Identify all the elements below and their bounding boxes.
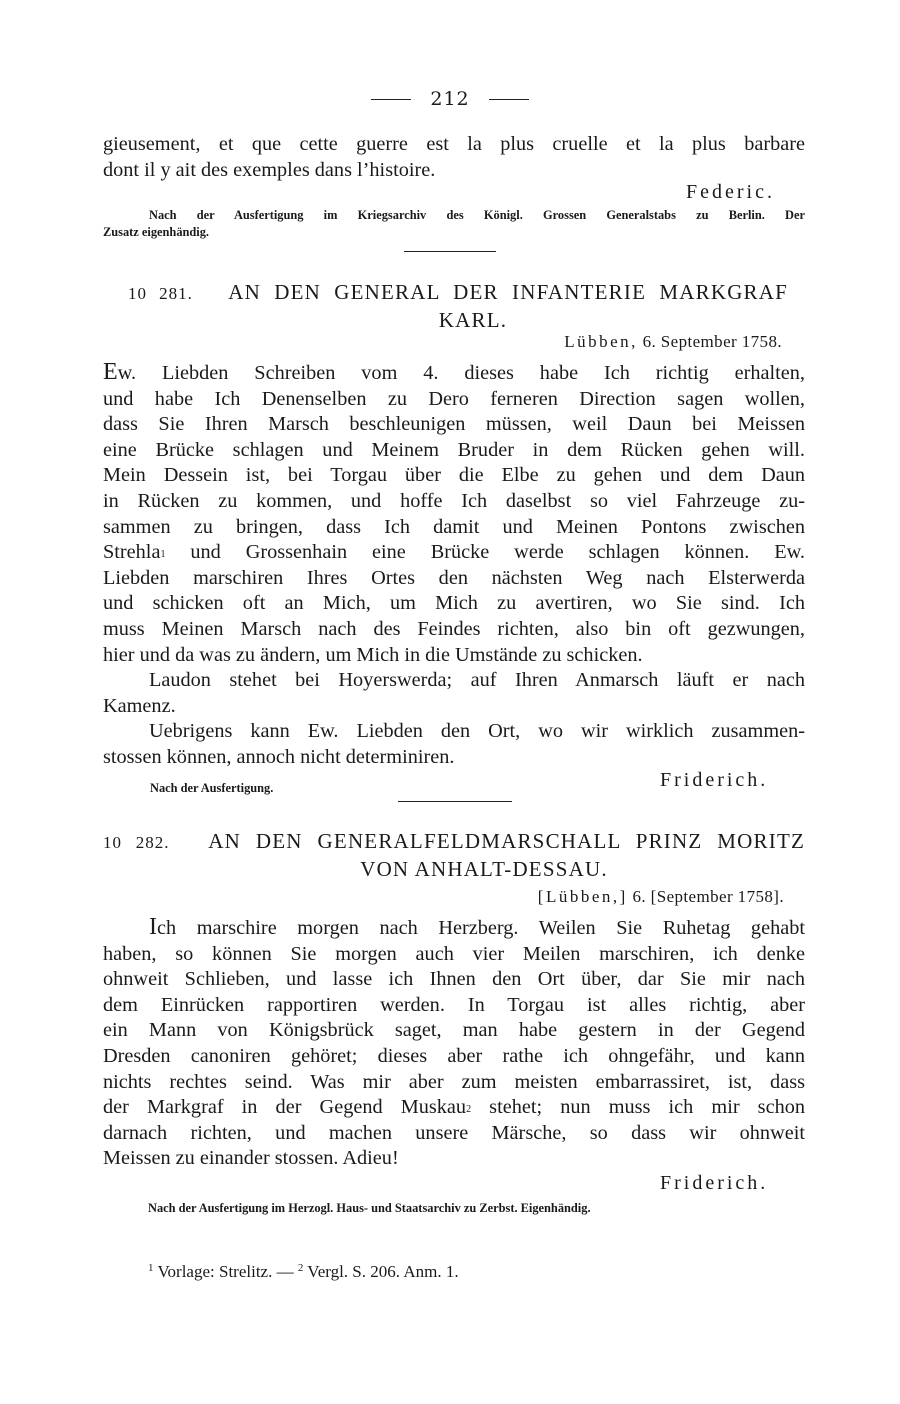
footnote-marker: 2 xyxy=(297,1262,304,1274)
heading-line: AN DEN GENERALFELDMARSCHALL PRINZ MORITZ xyxy=(208,829,806,853)
text-line: Kamenz. xyxy=(103,694,176,717)
letter-number: 10 281. xyxy=(128,284,193,303)
letter-body xyxy=(103,915,805,1172)
place: [Lübben,] xyxy=(537,887,628,906)
text-line: hier und da was zu ändern, um Mich in die Umstände zu schicken. xyxy=(103,643,643,666)
text-line: der Markgraf in der Gegend Muskau$^2$ stehet; nun muss ich mir schon xyxy=(103,1096,806,1119)
footnote-text: Vorlage: Strelitz. — xyxy=(157,1262,294,1281)
text-line: Mein Dessein ist, bei Torgau über die Elbe zu gehen und dem Daun xyxy=(103,464,805,487)
separator-rule xyxy=(398,801,512,802)
date: 6. September 1758. xyxy=(642,332,782,351)
text-line: dass Sie Ihren Marsch beschleunigen müssen, weil Daun bei Meissen xyxy=(103,413,805,436)
text-line: Dresden canoniren gehöret; dieses aber rathe ich ohngefähr, und kann xyxy=(103,1044,805,1067)
initial-letter: I xyxy=(149,914,157,940)
footnote-marker: 1 xyxy=(148,1262,154,1274)
text-line: ein Mann von Königsbrück saget, man habe gestern in der Gegend xyxy=(103,1019,805,1042)
text-line: in Rücken zu kommen, und hoffe Ich daselbst so viel Fahrzeuge zu- xyxy=(103,489,805,512)
signature: Federic. xyxy=(686,181,775,203)
text-line: haben, so können Sie morgen auch vier Meilen marschiren, ich denke xyxy=(103,942,805,965)
source-note: Nach der Ausfertigung. xyxy=(150,781,274,795)
footnote-text: Vergl. S. 206. Anm. 1. xyxy=(307,1262,459,1281)
signature: Friderich. xyxy=(660,1172,769,1194)
text-line: sammen zu bringen, dass Ich damit und Meinen Pontons zwischen xyxy=(103,515,805,538)
text-line: Ich marschire morgen nach Herzberg. Weilen Sie Ruhetag gehabt xyxy=(149,914,805,940)
text-line: dem Einrücken rapportiren werden. In Torgau ist alles richtig, aber xyxy=(103,993,805,1016)
date: 6. [September 1758]. xyxy=(632,887,784,906)
header-rule-left xyxy=(371,99,411,100)
footnote-marker: 2 xyxy=(466,1104,472,1116)
separator-rule xyxy=(404,251,496,252)
text-line: Laudon stehet bei Hoyerswerda; auf Ihren Anmarsch läuft er nach xyxy=(149,669,805,692)
text-line: und habe Ich Denenselben zu Dero ferneren Direction sagen wollen, xyxy=(103,387,805,410)
text-line: Strehla$^1$ und Grossenhain eine Brücke werde schlagen können. Ew. xyxy=(103,541,805,564)
letter-number: 10 282. xyxy=(103,833,170,852)
text-line: stossen können, annoch nicht determiniren. xyxy=(103,745,455,768)
text-line: Uebrigens kann Ew. Liebden den Ort, wo wir wirklich zusammen- xyxy=(149,720,805,743)
note-line: Zusatz eigenhändig. xyxy=(103,225,210,239)
note-line: Nach der Ausfertigung im Kriegsarchiv des Königl. Grossen Generalstabs zu Berlin. Der xyxy=(149,208,805,222)
text-line: muss Meinen Marsch nach des Feindes richten, also bin oft gezwungen, xyxy=(103,617,805,640)
signature: Friderich. xyxy=(660,769,769,791)
letter-body xyxy=(103,360,805,771)
dateline xyxy=(564,332,782,352)
dateline xyxy=(538,887,784,907)
initial-letter: E xyxy=(103,359,118,385)
text-line: und schicken oft an Mich, um Mich zu avertiren, wo Sie sind. Ich xyxy=(103,592,805,615)
page-header xyxy=(0,88,900,112)
footnote-marker: 1 xyxy=(160,549,166,561)
source-note xyxy=(103,207,805,241)
place: Lübben, xyxy=(564,332,638,351)
letter-heading xyxy=(128,279,788,334)
text-line: gieusement, et que cette guerre est la plus cruelle et la plus barbare xyxy=(103,133,805,155)
text-line: Meissen zu einander stossen. Adieu! xyxy=(103,1147,399,1170)
text-line: darnach richten, und machen unsere Märsche, so dass wir ohnweit xyxy=(103,1121,805,1144)
source-note: Nach der Ausfertigung im Herzogl. Haus- und Staatsarchiv zu Zerbst. Eigenhändig. xyxy=(148,1201,591,1215)
text-line: Liebden marschiren Ihres Ortes den nächsten Weg nach Elsterwerda xyxy=(103,566,805,589)
text-line: Ew. Liebden Schreiben vom 4. dieses habe Ich richtig erhalten, xyxy=(103,359,805,385)
footnotes xyxy=(148,1262,459,1282)
text-line: dont il y ait des exemples dans l’histoire. xyxy=(103,158,436,181)
text-line: ohnweit Schlieben, und lasse ich Ihnen den Ort über, dar Sie mir nach xyxy=(103,968,805,991)
heading-line: KARL. xyxy=(438,308,508,332)
header-rule-right xyxy=(489,99,529,100)
text-line: nichts rechtes seind. Was mir aber zum meisten embarrassiret, ist, dass xyxy=(103,1070,805,1093)
heading-line: AN DEN GENERAL DER INFANTERIE MARKGRAF xyxy=(228,280,789,304)
text-line: eine Brücke schlagen und Meinem Bruder in dem Rücken gehen will. xyxy=(103,438,805,461)
letter-heading xyxy=(103,828,805,883)
intro-paragraph xyxy=(103,132,805,183)
page-number: 212 xyxy=(430,88,470,110)
heading-line: VON ANHALT-DESSAU. xyxy=(360,857,608,881)
